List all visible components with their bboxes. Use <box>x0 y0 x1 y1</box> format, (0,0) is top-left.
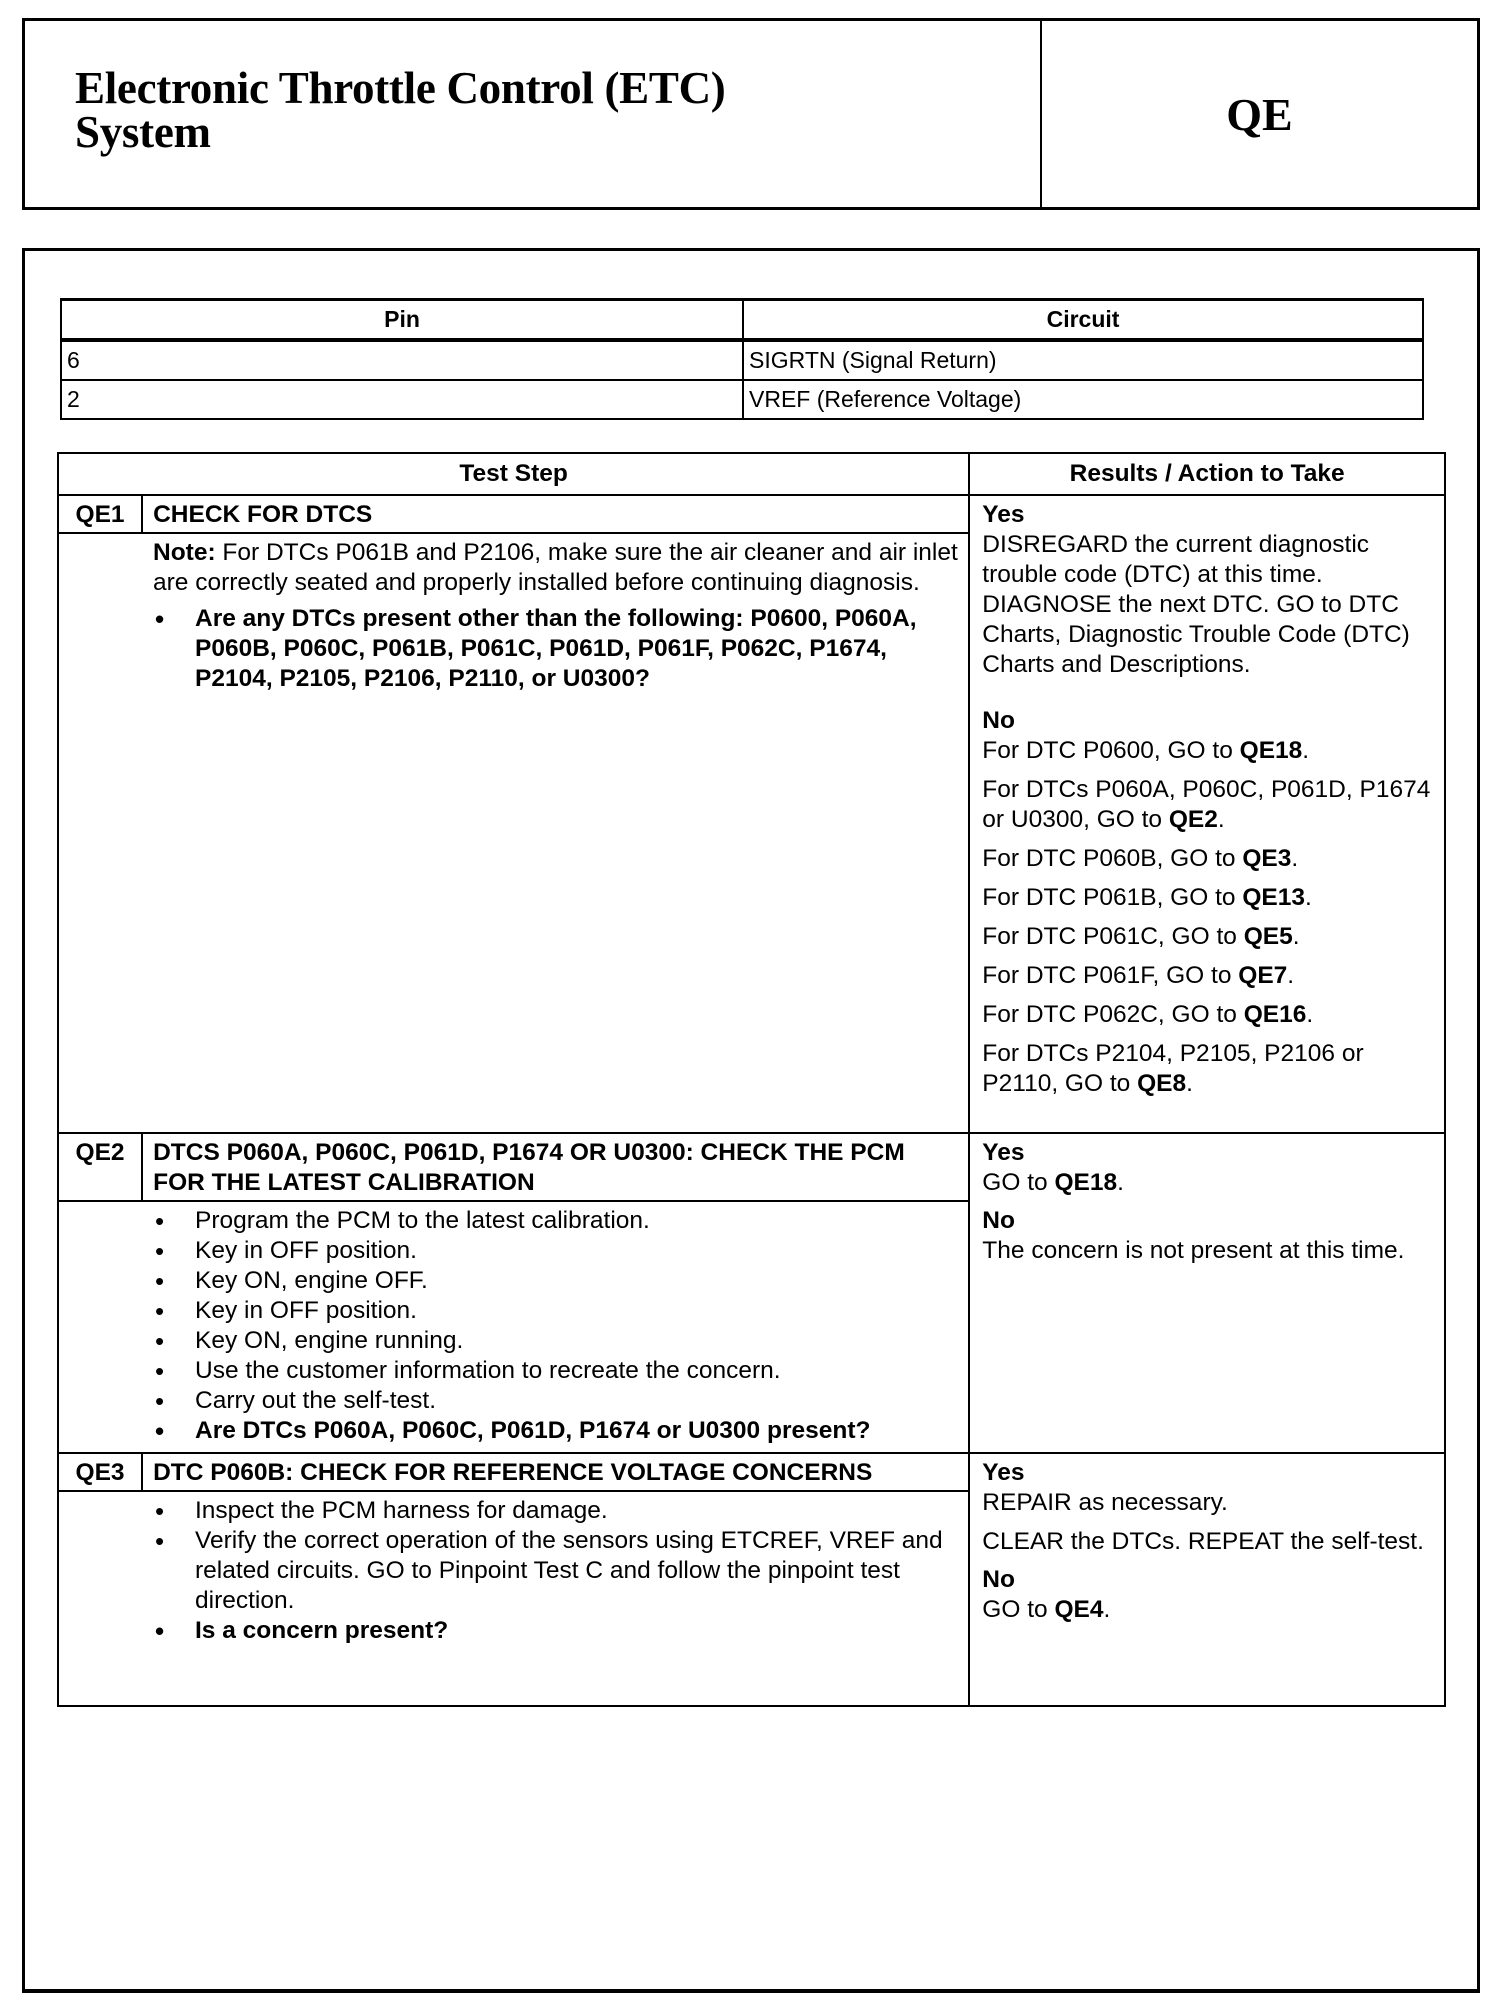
page-title <box>75 63 726 157</box>
step-instruction: • Verify the correct operation of the sensors using ETCREF, VREF and related circuits. GO to Pinpoint Test C and follow the pinpoint test direction. <box>153 1526 958 1616</box>
goto-link[interactable]: QE18 <box>1239 737 1303 764</box>
step-instruction: • Key in OFF position. <box>153 1236 958 1266</box>
pin-cell: 2 <box>61 380 743 419</box>
goto-link[interactable]: QE7 <box>1238 962 1288 989</box>
yes-label: Yes <box>982 1459 1025 1486</box>
step-instruction: • Inspect the PCM harness for damage. <box>153 1496 958 1526</box>
goto-link[interactable]: QE8 <box>1137 1070 1187 1097</box>
no-label: No <box>982 707 1015 734</box>
step-question: • Are DTCs P060A, P060C, P061D, P1674 or U0300 present? <box>153 1416 958 1446</box>
no-label: No <box>982 1566 1015 1593</box>
no-action: The concern is not present at this time. <box>982 1237 1405 1264</box>
page-title-line-2: System <box>75 107 211 157</box>
no-action-line: For DTCs P2104, P2105, P2106 or P2110, GO to QE8. <box>982 1040 1364 1097</box>
no-action-line: For DTC P062C, GO to QE16. <box>982 1001 1314 1028</box>
goto-link[interactable]: QE2 <box>1168 806 1218 833</box>
test-step-header-row <box>58 453 1445 495</box>
no-action-line: For DTC P0600, GO to QE18. <box>982 737 1310 764</box>
goto-link[interactable]: QE16 <box>1243 1001 1307 1028</box>
column-header-results: Results / Action to Take <box>969 453 1445 495</box>
table-row <box>61 380 1423 419</box>
step-bullet-list <box>153 1496 958 1646</box>
circuit-cell: SIGRTN (Signal Return) <box>743 340 1423 380</box>
yes-action: REPAIR as necessary. <box>982 1489 1228 1516</box>
step-title: DTCS P060A, P060C, P061D, P1674 OR U0300: CHECK THE PCM FOR THE LATEST CALIBRATION <box>142 1133 969 1201</box>
step-id: QE3 <box>58 1453 142 1491</box>
goto-link[interactable]: QE4 <box>1054 1596 1104 1623</box>
step-body <box>58 533 969 1133</box>
pin-cell: 6 <box>61 340 743 380</box>
no-action-line: For DTCs P060A, P060C, P061D, P1674 or U0300, GO to QE2. <box>982 776 1431 833</box>
step-note: Note: For DTCs P061B and P2106, make sure the air cleaner and air inlet are correctly seated and properly installed before continuing diagnosis. <box>153 539 958 596</box>
no-action: GO to QE4. <box>982 1596 1111 1623</box>
step-id: QE1 <box>58 495 142 533</box>
column-header-test-step: Test Step <box>58 453 969 495</box>
pin-table-header-row <box>61 300 1423 341</box>
column-header-circuit: Circuit <box>743 300 1423 341</box>
step-bullet-list <box>153 604 958 694</box>
step-instruction: • Key ON, engine running. <box>153 1326 958 1356</box>
step-results-qe3 <box>969 1453 1445 1706</box>
step-instruction: • Carry out the self-test. <box>153 1386 958 1416</box>
yes-label: Yes <box>982 501 1025 528</box>
goto-link[interactable]: QE13 <box>1242 884 1306 911</box>
pin-circuit-table <box>60 298 1424 420</box>
goto-link[interactable]: QE18 <box>1054 1169 1118 1196</box>
step-bullet-list <box>153 1206 958 1446</box>
step-id: QE2 <box>58 1133 142 1201</box>
page-title-line-1: Electronic Throttle Control (ETC) <box>75 63 726 113</box>
step-title: DTC P060B: CHECK FOR REFERENCE VOLTAGE CONCERNS <box>142 1453 969 1491</box>
step-results-qe2 <box>969 1133 1445 1453</box>
step-title-row-qe3 <box>58 1453 1445 1491</box>
step-body <box>58 1491 969 1706</box>
yes-action: GO to QE18. <box>982 1169 1124 1196</box>
step-instruction: • Key in OFF position. <box>153 1296 958 1326</box>
step-title: CHECK FOR DTCS <box>142 495 969 533</box>
step-results-qe1 <box>969 495 1445 1133</box>
step-title-row-qe2 <box>58 1133 1445 1201</box>
step-body <box>58 1201 969 1453</box>
goto-link[interactable]: QE5 <box>1243 923 1293 950</box>
test-step-table <box>57 452 1446 1707</box>
yes-action: DISREGARD the current diagnostic trouble code (DTC) at this time. DIAGNOSE the next DTC. GO to DTC Charts, Diagnostic Trouble Code (DTC) Charts and Descriptions. <box>982 531 1410 678</box>
yes-action-2: CLEAR the DTCs. REPEAT the self-test. <box>982 1528 1424 1555</box>
no-action-line: For DTC P061B, GO to QE13. <box>982 884 1312 911</box>
no-action-line: For DTC P061C, GO to QE5. <box>982 923 1300 950</box>
step-question: • Are any DTCs present other than the following: P0600, P060A, P060B, P060C, P061B, P061C, P061D, P061F, P062C, P1674, P2104, P2105, P2106, P2110, or U0300? <box>153 604 958 694</box>
yes-label: Yes <box>982 1139 1025 1166</box>
step-question: • Is a concern present? <box>153 1616 958 1646</box>
no-action-line: For DTC P061F, GO to QE7. <box>982 962 1295 989</box>
no-action-line: For DTC P060B, GO to QE3. <box>982 845 1299 872</box>
no-label: No <box>982 1207 1015 1234</box>
table-row <box>61 340 1423 380</box>
section-code: QE <box>1226 88 1293 140</box>
page-header <box>22 18 1480 210</box>
step-instruction: • Key ON, engine OFF. <box>153 1266 958 1296</box>
step-instruction: • Program the PCM to the latest calibration. <box>153 1206 958 1236</box>
step-instruction: • Use the customer information to recreate the concern. <box>153 1356 958 1386</box>
goto-link[interactable]: QE3 <box>1242 845 1292 872</box>
circuit-cell: VREF (Reference Voltage) <box>743 380 1423 419</box>
step-title-row-qe1 <box>58 495 1445 533</box>
column-header-pin: Pin <box>61 300 743 341</box>
